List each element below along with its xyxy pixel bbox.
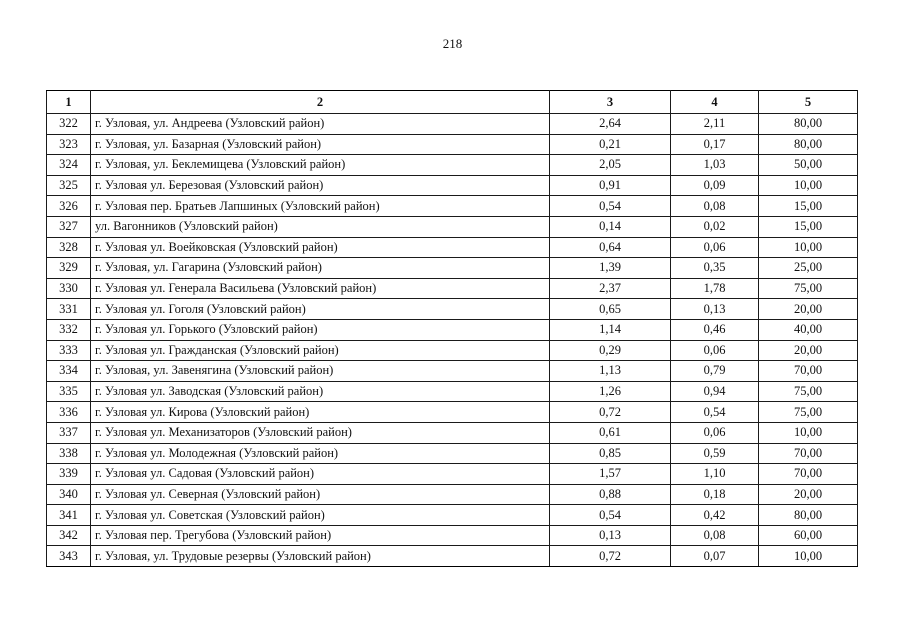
value-col-5-cell: 10,00 — [759, 175, 858, 196]
value-col-5-cell: 70,00 — [759, 464, 858, 485]
row-number-cell: 324 — [47, 155, 91, 176]
street-name-cell: г. Узловая ул. Северная (Узловский район) — [91, 484, 550, 505]
street-name-cell: г. Узловая, ул. Андреева (Узловский район) — [91, 114, 550, 135]
value-col-3-cell: 0,72 — [550, 546, 671, 567]
row-number-cell: 331 — [47, 299, 91, 320]
table-row — [47, 484, 858, 505]
header-col-5: 5 — [759, 91, 858, 114]
table-row — [47, 216, 858, 237]
value-col-3-cell: 1,26 — [550, 381, 671, 402]
street-name-cell: г. Узловая ул. Кирова (Узловский район) — [91, 402, 550, 423]
table-row — [47, 258, 858, 279]
value-col-5-cell: 70,00 — [759, 361, 858, 382]
table-row — [47, 237, 858, 258]
value-col-5-cell: 75,00 — [759, 402, 858, 423]
value-col-5-cell: 60,00 — [759, 525, 858, 546]
value-col-4-cell: 1,03 — [671, 155, 759, 176]
value-col-4-cell: 1,78 — [671, 278, 759, 299]
street-name-cell: г. Узловая ул. Заводская (Узловский район) — [91, 381, 550, 402]
street-name-cell: г. Узловая ул. Воейковская (Узловский район) — [91, 237, 550, 258]
value-col-3-cell: 1,14 — [550, 319, 671, 340]
street-name-cell: г. Узловая ул. Молодежная (Узловский район) — [91, 443, 550, 464]
street-name-cell: г. Узловая, ул. Трудовые резервы (Узловский район) — [91, 546, 550, 567]
header-col-2: 2 — [91, 91, 550, 114]
street-name-cell: г. Узловая ул. Генерала Васильева (Узловский район) — [91, 278, 550, 299]
row-number-cell: 338 — [47, 443, 91, 464]
value-col-5-cell: 20,00 — [759, 340, 858, 361]
value-col-4-cell: 0,54 — [671, 402, 759, 423]
value-col-3-cell: 0,29 — [550, 340, 671, 361]
row-number-cell: 328 — [47, 237, 91, 258]
table-row — [47, 299, 858, 320]
street-name-cell: г. Узловая ул. Механизаторов (Узловский район) — [91, 422, 550, 443]
value-col-3-cell: 0,65 — [550, 299, 671, 320]
row-number-cell: 323 — [47, 134, 91, 155]
value-col-4-cell: 0,17 — [671, 134, 759, 155]
value-col-3-cell: 0,21 — [550, 134, 671, 155]
value-col-5-cell: 10,00 — [759, 422, 858, 443]
value-col-4-cell: 0,07 — [671, 546, 759, 567]
value-col-3-cell: 0,54 — [550, 196, 671, 217]
table-row — [47, 278, 858, 299]
row-number-cell: 336 — [47, 402, 91, 423]
street-name-cell: г. Узловая пер. Братьев Лапшиных (Узловский район) — [91, 196, 550, 217]
value-col-4-cell: 0,94 — [671, 381, 759, 402]
value-col-4-cell: 0,13 — [671, 299, 759, 320]
value-col-5-cell: 15,00 — [759, 196, 858, 217]
header-col-4: 4 — [671, 91, 759, 114]
table-row — [47, 443, 858, 464]
row-number-cell: 327 — [47, 216, 91, 237]
value-col-5-cell: 25,00 — [759, 258, 858, 279]
street-name-cell: г. Узловая ул. Советская (Узловский район) — [91, 505, 550, 526]
value-col-4-cell: 0,59 — [671, 443, 759, 464]
value-col-5-cell: 40,00 — [759, 319, 858, 340]
value-col-5-cell: 50,00 — [759, 155, 858, 176]
table-row — [47, 361, 858, 382]
value-col-5-cell: 75,00 — [759, 381, 858, 402]
value-col-4-cell: 0,02 — [671, 216, 759, 237]
table-row — [47, 175, 858, 196]
value-col-4-cell: 0,79 — [671, 361, 759, 382]
row-number-cell: 333 — [47, 340, 91, 361]
row-number-cell: 326 — [47, 196, 91, 217]
value-col-3-cell: 2,37 — [550, 278, 671, 299]
table-row — [47, 340, 858, 361]
row-number-cell: 337 — [47, 422, 91, 443]
table-row — [47, 505, 858, 526]
table-row — [47, 319, 858, 340]
value-col-5-cell: 80,00 — [759, 505, 858, 526]
street-name-cell: г. Узловая ул. Гоголя (Узловский район) — [91, 299, 550, 320]
table-body — [47, 114, 858, 567]
street-name-cell: г. Узловая, ул. Беклемищева (Узловский район) — [91, 155, 550, 176]
table-header — [47, 91, 858, 114]
row-number-cell: 329 — [47, 258, 91, 279]
street-name-cell: г. Узловая ул. Березовая (Узловский район) — [91, 175, 550, 196]
value-col-4-cell: 0,42 — [671, 505, 759, 526]
value-col-5-cell: 80,00 — [759, 114, 858, 135]
value-col-4-cell: 0,06 — [671, 340, 759, 361]
row-number-cell: 341 — [47, 505, 91, 526]
value-col-3-cell: 2,05 — [550, 155, 671, 176]
table-row — [47, 155, 858, 176]
value-col-5-cell: 10,00 — [759, 237, 858, 258]
value-col-3-cell: 1,13 — [550, 361, 671, 382]
row-number-cell: 335 — [47, 381, 91, 402]
table-row — [47, 402, 858, 423]
value-col-4-cell: 0,09 — [671, 175, 759, 196]
header-col-3: 3 — [550, 91, 671, 114]
street-name-cell: г. Узловая ул. Горького (Узловский район) — [91, 319, 550, 340]
value-col-5-cell: 80,00 — [759, 134, 858, 155]
value-col-4-cell: 0,46 — [671, 319, 759, 340]
value-col-4-cell: 0,06 — [671, 422, 759, 443]
row-number-cell: 325 — [47, 175, 91, 196]
value-col-5-cell: 10,00 — [759, 546, 858, 567]
value-col-3-cell: 0,54 — [550, 505, 671, 526]
value-col-5-cell: 20,00 — [759, 299, 858, 320]
data-table — [46, 90, 858, 567]
value-col-4-cell: 0,35 — [671, 258, 759, 279]
value-col-3-cell: 0,88 — [550, 484, 671, 505]
value-col-3-cell: 0,13 — [550, 525, 671, 546]
row-number-cell: 322 — [47, 114, 91, 135]
value-col-5-cell: 15,00 — [759, 216, 858, 237]
value-col-3-cell: 0,61 — [550, 422, 671, 443]
value-col-5-cell: 20,00 — [759, 484, 858, 505]
value-col-3-cell: 0,72 — [550, 402, 671, 423]
street-name-cell: г. Узловая, ул. Гагарина (Узловский район) — [91, 258, 550, 279]
street-name-cell: г. Узловая, ул. Базарная (Узловский район) — [91, 134, 550, 155]
table-row — [47, 134, 858, 155]
street-name-cell: г. Узловая, ул. Завенягина (Узловский район) — [91, 361, 550, 382]
row-number-cell: 332 — [47, 319, 91, 340]
table-row — [47, 525, 858, 546]
street-name-cell: г. Узловая ул. Гражданская (Узловский район) — [91, 340, 550, 361]
table-row — [47, 464, 858, 485]
street-name-cell: г. Узловая ул. Садовая (Узловский район) — [91, 464, 550, 485]
row-number-cell: 340 — [47, 484, 91, 505]
row-number-cell: 334 — [47, 361, 91, 382]
value-col-3-cell: 0,64 — [550, 237, 671, 258]
value-col-5-cell: 75,00 — [759, 278, 858, 299]
table-header-row — [47, 91, 858, 114]
value-col-5-cell: 70,00 — [759, 443, 858, 464]
table-row — [47, 422, 858, 443]
page-number: 218 — [442, 36, 463, 51]
table-row — [47, 381, 858, 402]
row-number-cell: 330 — [47, 278, 91, 299]
value-col-4-cell: 0,06 — [671, 237, 759, 258]
value-col-3-cell: 1,57 — [550, 464, 671, 485]
value-col-4-cell: 0,08 — [671, 525, 759, 546]
row-number-cell: 342 — [47, 525, 91, 546]
value-col-3-cell: 0,85 — [550, 443, 671, 464]
row-number-cell: 343 — [47, 546, 91, 567]
street-name-cell: г. Узловая пер. Трегубова (Узловский район) — [91, 525, 550, 546]
value-col-3-cell: 2,64 — [550, 114, 671, 135]
row-number-cell: 339 — [47, 464, 91, 485]
header-col-1: 1 — [47, 91, 91, 114]
table-row — [47, 546, 858, 567]
table-row — [47, 114, 858, 135]
value-col-3-cell: 0,14 — [550, 216, 671, 237]
value-col-4-cell: 1,10 — [671, 464, 759, 485]
value-col-4-cell: 2,11 — [671, 114, 759, 135]
street-name-cell: ул. Вагонников (Узловский район) — [91, 216, 550, 237]
value-col-4-cell: 0,08 — [671, 196, 759, 217]
table-row — [47, 196, 858, 217]
value-col-3-cell: 0,91 — [550, 175, 671, 196]
value-col-4-cell: 0,18 — [671, 484, 759, 505]
value-col-3-cell: 1,39 — [550, 258, 671, 279]
